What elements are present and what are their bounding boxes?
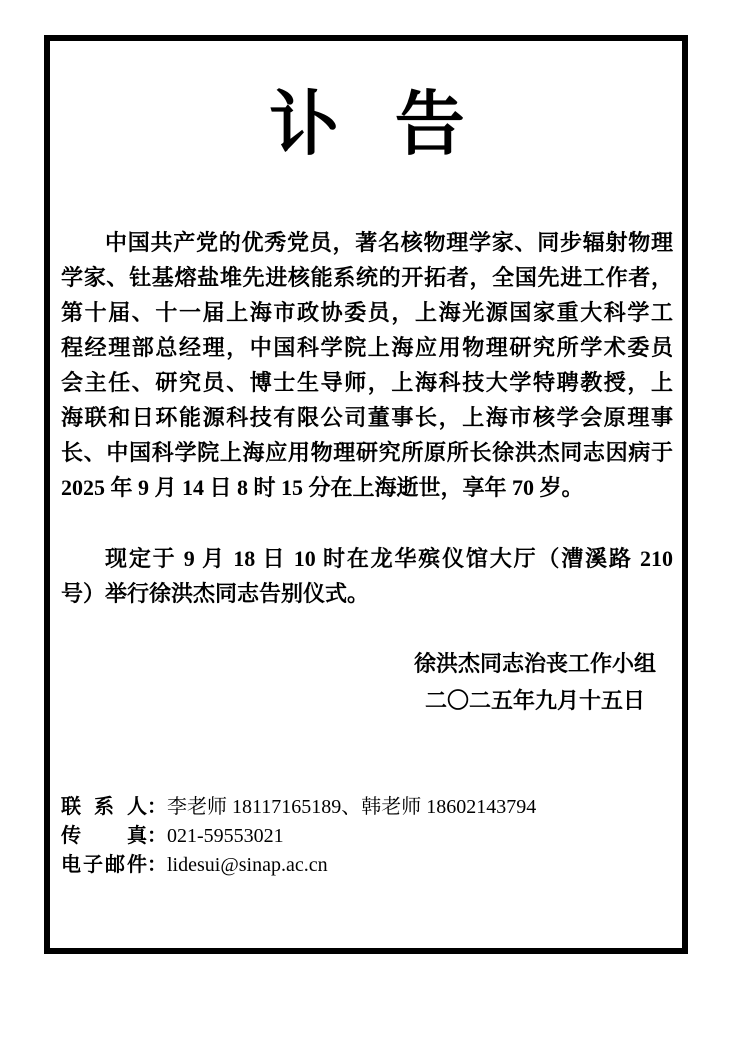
signature-block	[414, 645, 656, 719]
paragraph-ceremony	[61, 541, 673, 611]
body-line: 2025 年 9 月 14 日 8 时 15 分在上海逝世，享年 70 岁。	[61, 475, 584, 500]
contact-row-email	[61, 851, 673, 880]
page-title: 讣 告	[269, 87, 465, 164]
body-line: 海联和日环能源科技有限公司董事长，上海市核学会原理事	[61, 405, 673, 430]
body-line: 学家、钍基熔盐堆先进核能系统的开拓者，全国先进工作者，	[61, 265, 673, 290]
body-line: 程经理部总经理，中国科学院上海应用物理研究所学术委员	[61, 335, 673, 360]
contact-fax-value: 021-59553021	[167, 825, 284, 847]
contact-fax-colon: ：	[147, 825, 167, 847]
paragraph-biography	[61, 225, 673, 505]
contact-email-colon: ：	[147, 854, 167, 876]
contact-row-person	[61, 793, 673, 822]
body-line: 号）举行徐洪杰同志告别仪式。	[61, 581, 370, 606]
contact-row-fax	[61, 822, 673, 851]
contact-person-colon: ：	[147, 796, 167, 818]
signature-date: 二〇二五年九月十五日	[424, 688, 645, 713]
body-line: 第十届、十一届上海市政协委员，上海光源国家重大科学工	[61, 300, 673, 325]
body-line: 会主任、研究员、博士生导师，上海科技大学特聘教授，上	[61, 370, 673, 395]
contact-email-value: lidesui@sinap.ac.cn	[167, 854, 328, 876]
notice-frame	[44, 35, 688, 954]
body-line: 长、中国科学院上海应用物理研究所原所长徐洪杰同志因病于	[61, 440, 673, 465]
contact-info	[61, 793, 673, 880]
signature-group: 徐洪杰同志治丧工作小组	[413, 651, 656, 676]
contact-email-label: 电子邮件	[61, 854, 147, 876]
contact-person-label: 联系人	[61, 796, 147, 818]
body-line: 现定于 9 月 18 日 10 时在龙华殡仪馆大厅（漕溪路 210	[105, 546, 673, 571]
body-line: 中国共产党的优秀党员，著名核物理学家、同步辐射物理	[105, 230, 673, 255]
contact-person-value: 李老师 18117165189、韩老师 18602143794	[167, 796, 537, 818]
contact-fax-label: 传真	[61, 825, 147, 847]
